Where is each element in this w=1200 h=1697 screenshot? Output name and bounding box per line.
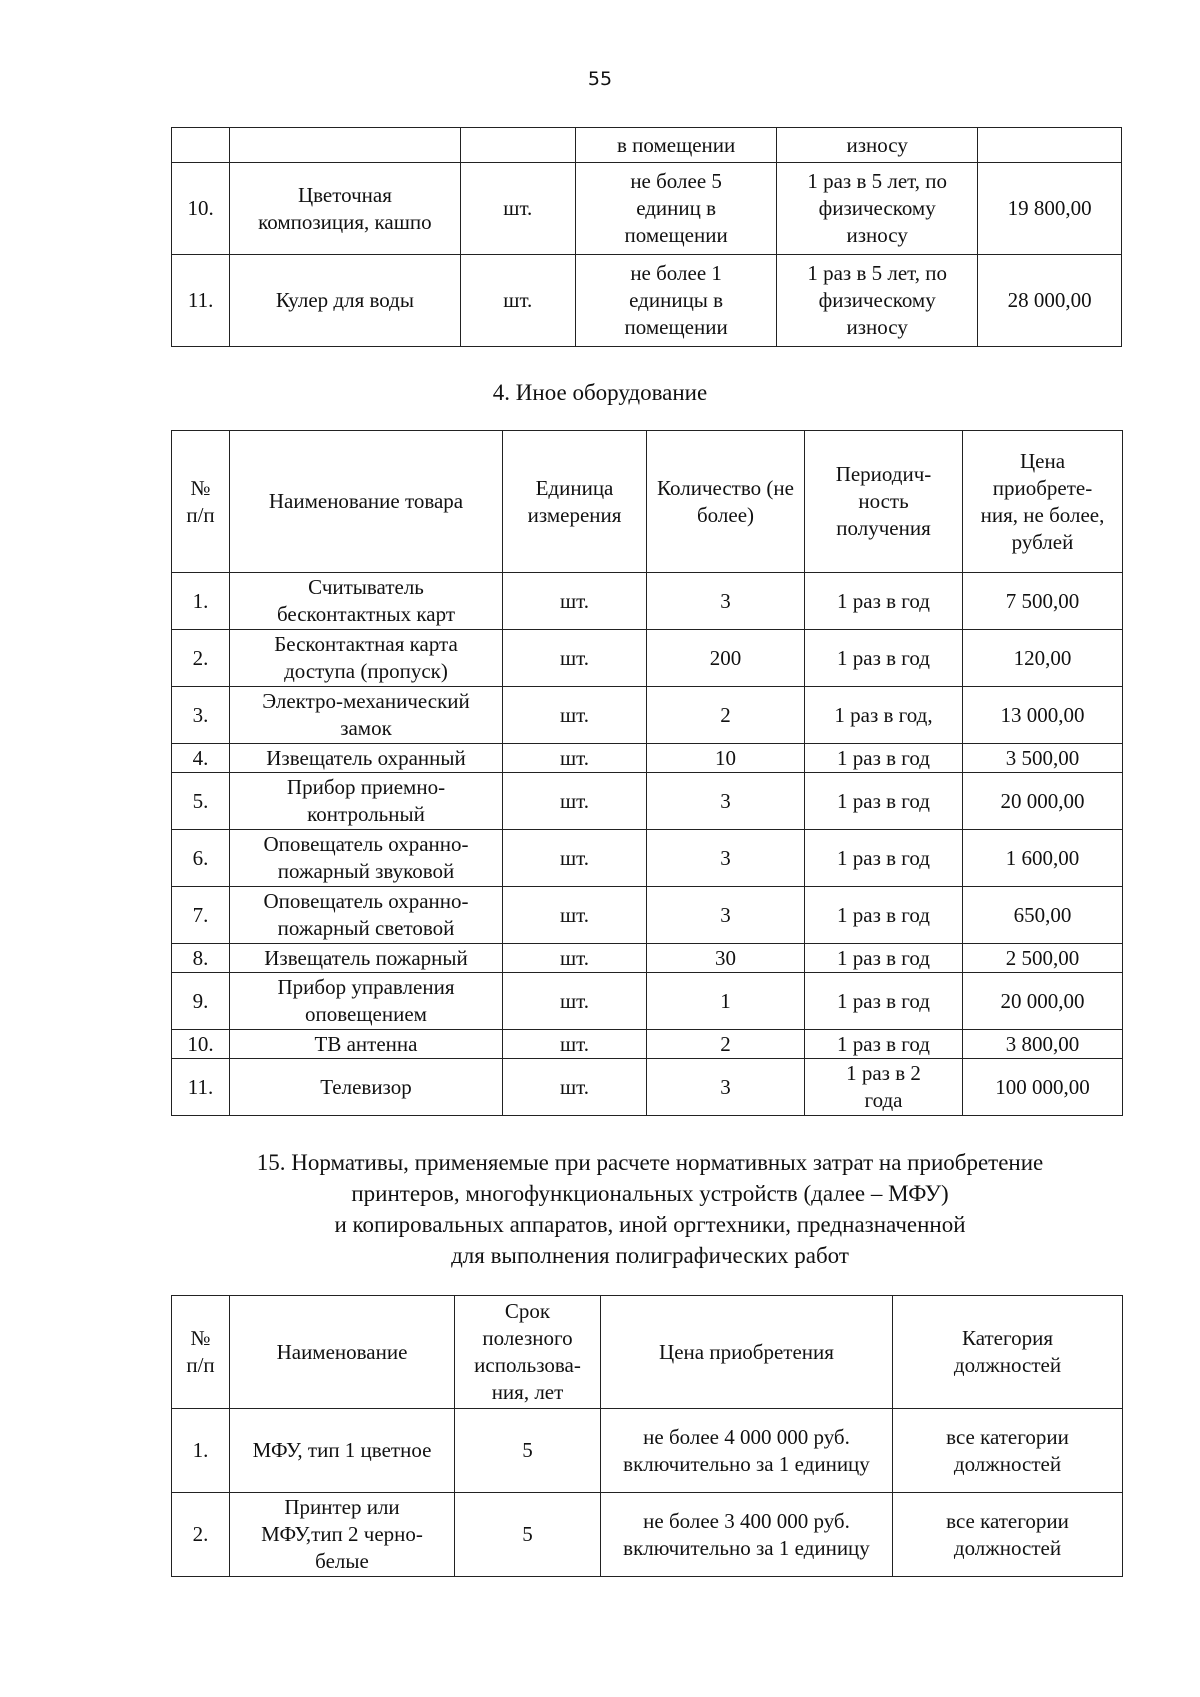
- cell-num: 10.: [172, 163, 230, 255]
- cell-name: Оповещатель охранно-пожарный световой: [230, 887, 503, 944]
- table-row: [172, 830, 1123, 887]
- cell-num: 10.: [172, 1030, 230, 1059]
- cell-name: Электро-механический замок: [230, 687, 503, 744]
- cell-price: не более 3 400 000 руб. включительно за 1 единицу: [601, 1493, 893, 1577]
- cell-name: МФУ, тип 1 цветное: [230, 1409, 455, 1493]
- continuation-table: [171, 127, 1122, 347]
- header-unit: Единица измерения: [503, 431, 647, 573]
- cell-qty: 1: [647, 973, 805, 1030]
- section-15-title: [175, 1147, 1125, 1271]
- cell-num: [172, 128, 230, 163]
- cell-category: все категории должностей: [893, 1493, 1123, 1577]
- cell-unit: шт.: [503, 887, 647, 944]
- cell-term: 5: [455, 1493, 601, 1577]
- cell-name: Кулер для воды: [230, 255, 460, 347]
- cell-unit: шт.: [503, 687, 647, 744]
- cell-qty: 3: [647, 1059, 805, 1116]
- cell-unit: шт.: [503, 830, 647, 887]
- cell-qty: 3: [647, 887, 805, 944]
- cell-price: не более 4 000 000 руб. включительно за 1 единицу: [601, 1409, 893, 1493]
- cell-num: 11.: [172, 255, 230, 347]
- cell-qty: 2: [647, 1030, 805, 1059]
- cell-name: Оповещатель охранно-пожарный звуковой: [230, 830, 503, 887]
- section-4-title: 4. Иное оборудование: [492, 380, 708, 405]
- cell-unit: шт.: [503, 1059, 647, 1116]
- header-price: Цена приобрете-ния, не более, рублей: [963, 431, 1123, 573]
- table-row: [172, 687, 1123, 744]
- table-row: [172, 573, 1123, 630]
- cell-qty: не более 5 единиц в помещении: [576, 163, 777, 255]
- cell-qty: 10: [647, 744, 805, 773]
- cell-period: 1 раз в год: [805, 1030, 963, 1059]
- cell-name: ТВ антенна: [230, 1030, 503, 1059]
- cell-qty: 2: [647, 687, 805, 744]
- cell-price: 2 500,00: [963, 944, 1123, 973]
- cell-period: 1 раз в 2 года: [805, 1059, 963, 1116]
- cell-qty: 3: [647, 830, 805, 887]
- cell-price: 13 000,00: [963, 687, 1123, 744]
- cell-num: 9.: [172, 973, 230, 1030]
- section-15-title-line: и копировальных аппаратов, иной оргтехники, предназначенной: [334, 1212, 966, 1237]
- cell-unit: шт.: [503, 744, 647, 773]
- cell-num: 6.: [172, 830, 230, 887]
- cell-price: 3 800,00: [963, 1030, 1123, 1059]
- cell-num: 2.: [172, 1493, 230, 1577]
- cell-price: [978, 128, 1122, 163]
- table-row: [172, 973, 1123, 1030]
- cell-unit: шт.: [503, 944, 647, 973]
- cell-unit: [460, 128, 576, 163]
- header-category: Категория должностей: [893, 1296, 1123, 1409]
- cell-period: 1 раз в 5 лет, по физическому износу: [777, 163, 978, 255]
- other-equipment-table: [171, 430, 1123, 1116]
- cell-unit: шт.: [460, 255, 576, 347]
- table-row: [172, 255, 1122, 347]
- table-row: [172, 744, 1123, 773]
- cell-unit: шт.: [460, 163, 576, 255]
- table-row: [172, 1409, 1123, 1493]
- cell-unit: шт.: [503, 973, 647, 1030]
- cell-period: 1 раз в год: [805, 573, 963, 630]
- cell-term: 5: [455, 1409, 601, 1493]
- cell-period: 1 раз в год: [805, 773, 963, 830]
- table-row: [172, 944, 1123, 973]
- table-row: [172, 773, 1123, 830]
- cell-name: Бесконтактная карта доступа (пропуск): [230, 630, 503, 687]
- header-num: № п/п: [172, 431, 230, 573]
- cell-price: 1 600,00: [963, 830, 1123, 887]
- cell-num: 1.: [172, 1409, 230, 1493]
- header-period: Периодич-ность получения: [805, 431, 963, 573]
- header-name: Наименование товара: [230, 431, 503, 573]
- table-header-row: [172, 1296, 1123, 1409]
- table-row: [172, 1059, 1123, 1116]
- cell-unit: шт.: [503, 630, 647, 687]
- table-row: [172, 163, 1122, 255]
- cell-period: 1 раз в год: [805, 887, 963, 944]
- cell-period: 1 раз в 5 лет, по физическому износу: [777, 255, 978, 347]
- cell-qty: не более 1 единицы в помещении: [576, 255, 777, 347]
- cell-unit: шт.: [503, 773, 647, 830]
- header-num: № п/п: [172, 1296, 230, 1409]
- section-15-title-line: принтеров, многофункциональных устройств (далее – МФУ): [351, 1181, 949, 1206]
- cell-price: 20 000,00: [963, 973, 1123, 1030]
- table-row: [172, 128, 1122, 163]
- cell-name: Прибор приемно-контрольный: [230, 773, 503, 830]
- page-number: 55: [587, 68, 613, 90]
- cell-name: Извещатель пожарный: [230, 944, 503, 973]
- table-row: [172, 1493, 1123, 1577]
- cell-name: [230, 128, 460, 163]
- cell-name: Прибор управления оповещением: [230, 973, 503, 1030]
- cell-category: все категории должностей: [893, 1409, 1123, 1493]
- cell-period: 1 раз в год: [805, 744, 963, 773]
- cell-qty: 200: [647, 630, 805, 687]
- cell-num: 8.: [172, 944, 230, 973]
- cell-name: Считыватель бесконтактных карт: [230, 573, 503, 630]
- cell-price: 20 000,00: [963, 773, 1123, 830]
- header-qty: Количество (не более): [647, 431, 805, 573]
- cell-unit: шт.: [503, 1030, 647, 1059]
- table-row: [172, 1030, 1123, 1059]
- cell-name: Телевизор: [230, 1059, 503, 1116]
- cell-price: 120,00: [963, 630, 1123, 687]
- cell-num: 11.: [172, 1059, 230, 1116]
- header-name: Наименование: [230, 1296, 455, 1409]
- header-price: Цена приобретения: [601, 1296, 893, 1409]
- cell-period: износу: [777, 128, 978, 163]
- cell-price: 3 500,00: [963, 744, 1123, 773]
- cell-period: 1 раз в год: [805, 944, 963, 973]
- cell-price: 7 500,00: [963, 573, 1123, 630]
- cell-price: 28 000,00: [978, 255, 1122, 347]
- cell-period: 1 раз в год: [805, 630, 963, 687]
- cell-qty: 3: [647, 773, 805, 830]
- cell-qty: 3: [647, 573, 805, 630]
- cell-name: Цветочная композиция, кашпо: [230, 163, 460, 255]
- cell-num: 7.: [172, 887, 230, 944]
- cell-period: 1 раз в год,: [805, 687, 963, 744]
- table-row: [172, 630, 1123, 687]
- cell-num: 3.: [172, 687, 230, 744]
- header-term: Срок полезного использова-ния, лет: [455, 1296, 601, 1409]
- cell-price: 100 000,00: [963, 1059, 1123, 1116]
- cell-price: 19 800,00: [978, 163, 1122, 255]
- cell-qty: в помещении: [576, 128, 777, 163]
- cell-num: 1.: [172, 573, 230, 630]
- printers-table: [171, 1295, 1123, 1577]
- section-15-title-line: 15. Нормативы, применяемые при расчете нормативных затрат на приобретение: [256, 1150, 1044, 1175]
- cell-num: 4.: [172, 744, 230, 773]
- cell-price: 650,00: [963, 887, 1123, 944]
- section-15-title-line: для выполнения полиграфических работ: [451, 1243, 849, 1268]
- table-header-row: [172, 431, 1123, 573]
- cell-name: Извещатель охранный: [230, 744, 503, 773]
- cell-name: Принтер или МФУ,тип 2 черно-белые: [230, 1493, 455, 1577]
- cell-unit: шт.: [503, 573, 647, 630]
- table-row: [172, 887, 1123, 944]
- cell-period: 1 раз в год: [805, 830, 963, 887]
- cell-num: 2.: [172, 630, 230, 687]
- cell-num: 5.: [172, 773, 230, 830]
- cell-period: 1 раз в год: [805, 973, 963, 1030]
- cell-qty: 30: [647, 944, 805, 973]
